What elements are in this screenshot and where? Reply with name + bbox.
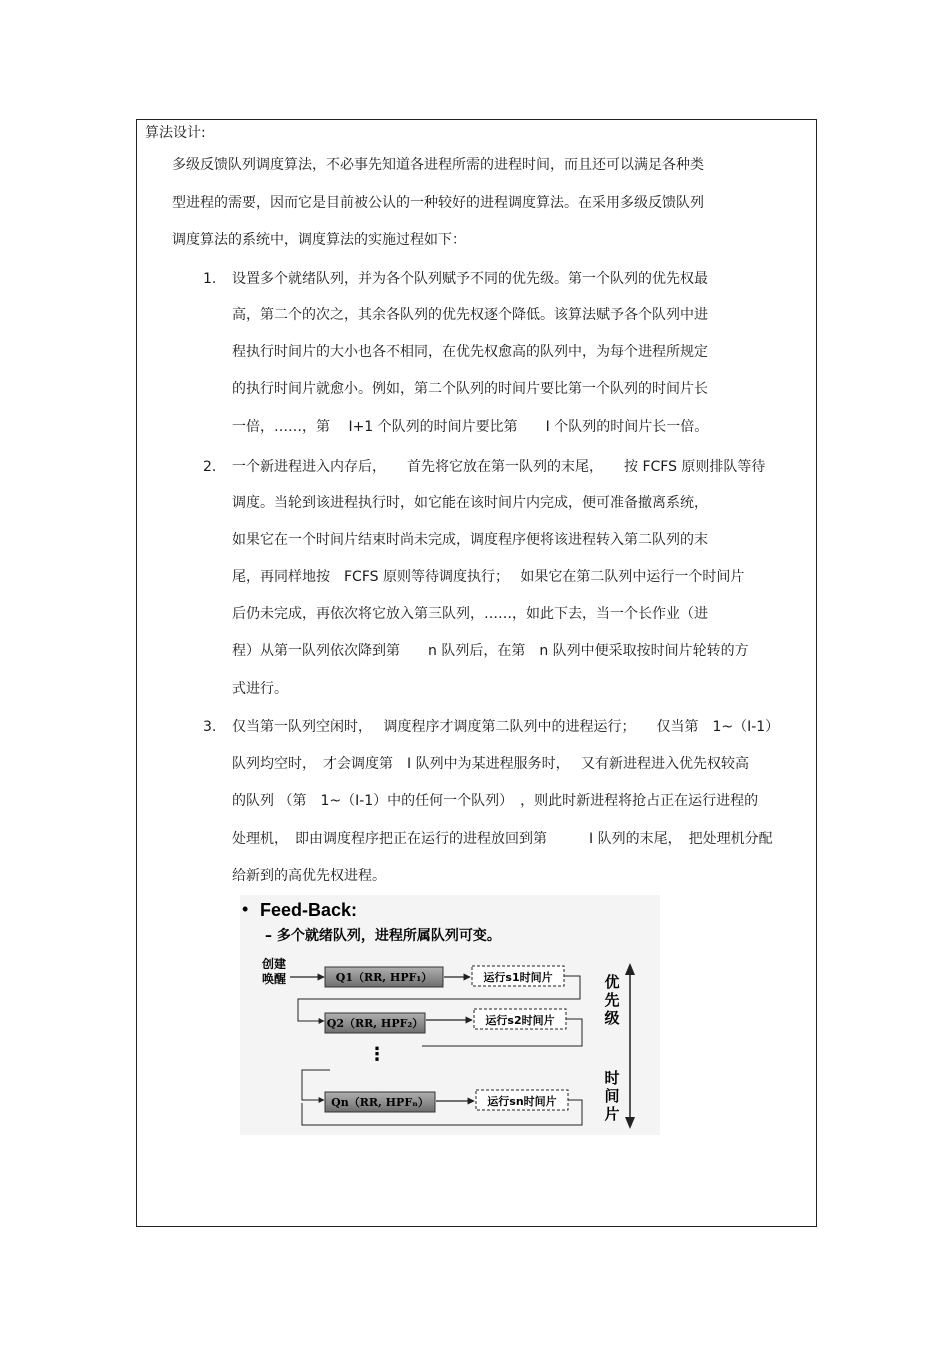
- list-item-line: 设置多个就绪队列，并为各个队列赋予不同的优先级。第一个队列的优先权最: [232, 271, 708, 287]
- queue-q2-label: Q2（RR, HPF₂）: [326, 1017, 424, 1030]
- run-label-s2: 运行s2时间片: [485, 1014, 555, 1027]
- list-item-line: 后仍未完成，再依次将它放入第三队列，……，如此下去，当一个长作业（进: [232, 606, 708, 622]
- list-number: 2.: [203, 459, 217, 475]
- list-item-line: 程执行时间片的大小也各不相同，在优先权愈高的队列中，为每个进程所规定: [232, 344, 708, 360]
- intro-line: 多级反馈队列调度算法，不必事先知道各进程所需的进程时间，而且还可以满足各种类: [172, 157, 704, 173]
- list-item-line: 式进行。: [232, 681, 288, 697]
- list-item-line: 处理机， 即由调度程序把正在运行的进程放回到第 I 队列的末尾， 把处理机分配: [232, 831, 773, 847]
- list-item-line: 队列均空时， 才会调度第 I 队列中为某进程服务时， 又有新进程进入优先权较高: [232, 756, 750, 772]
- bullet-icon: •: [242, 899, 249, 919]
- list-item-line: 程）从第一队列依次降到第 n 队列后，在第 n 队列中便采取按时间片轮转的方: [232, 643, 749, 659]
- run-label-sn: 运行sn时间片: [487, 1095, 557, 1108]
- list-item-line: 的队列 （第 1~（I-1）中的任何一个队列） ，则此时新进程将抢占正在运行进程的: [232, 793, 759, 809]
- list-item-line: 一个新进程进入内存后， 首先将它放在第一队列的末尾， 按 FCFS 原则排队等待: [232, 459, 766, 475]
- section-heading: 算法设计:: [145, 125, 206, 141]
- axis-label-char: 优: [604, 973, 620, 991]
- list-item-line: 如果它在一个时间片结束时尚未完成，调度程序便将该进程转入第二队列的末: [232, 532, 708, 548]
- list-item-line: 的执行时间片就愈小。例如，第二个队列的时间片要比第一个队列的时间片长: [232, 381, 708, 397]
- list-item-line: 仅当第一队列空闲时， 调度程序才调度第二队列中的进程运行； 仅当第 1~（I-1）: [232, 719, 780, 735]
- axis-label-char: 片: [604, 1105, 620, 1123]
- list-item-line: 尾，再同样地按 FCFS 原则等待调度执行； 如果它在第二队列中运行一个时间片: [232, 569, 745, 585]
- list-item-line: 高，第二个的次之，其余各队列的优先权逐个降低。该算法赋予各个队列中进: [232, 307, 708, 323]
- run-label-s1: 运行s1时间片: [483, 971, 553, 984]
- intro-line: 型进程的需要，因而它是目前被公认的一种较好的进程调度算法。在采用多级反馈队列: [172, 195, 704, 211]
- entry-label-create: 创建: [262, 957, 287, 971]
- queue-q1-label: Q1（RR, HPF₁）: [335, 971, 433, 984]
- feedback-queue-diagram: [240, 895, 660, 1135]
- list-item-line: 给新到的高优先权进程。: [232, 868, 386, 884]
- diagram-subtitle: – 多个就绪队列，进程所属队列可变。: [265, 928, 501, 944]
- queue-qn-label: Qn（RR, HPFₙ）: [331, 1096, 429, 1109]
- entry-label-wake: 唤醒: [262, 972, 287, 986]
- intro-line: 调度算法的系统中，调度算法的实施过程如下：: [172, 232, 466, 248]
- list-item-line: 调度。当轮到该进程执行时，如它能在该时间片内完成，便可准备撤离系统，: [232, 495, 708, 511]
- axis-label-char: 先: [604, 991, 620, 1009]
- diagram-title: Feed-Back:: [260, 900, 358, 920]
- list-item-line: 一倍，……，第 I+1 个队列的时间片要比第 I 个队列的时间片长一倍。: [232, 419, 709, 435]
- list-number: 1.: [203, 271, 217, 287]
- axis-label-char: 时: [604, 1069, 620, 1087]
- axis-label-char: 级: [604, 1009, 620, 1027]
- list-number: 3.: [203, 719, 217, 735]
- axis-label-char: 间: [604, 1087, 620, 1105]
- ellipsis-icon: ⋮: [368, 1044, 386, 1065]
